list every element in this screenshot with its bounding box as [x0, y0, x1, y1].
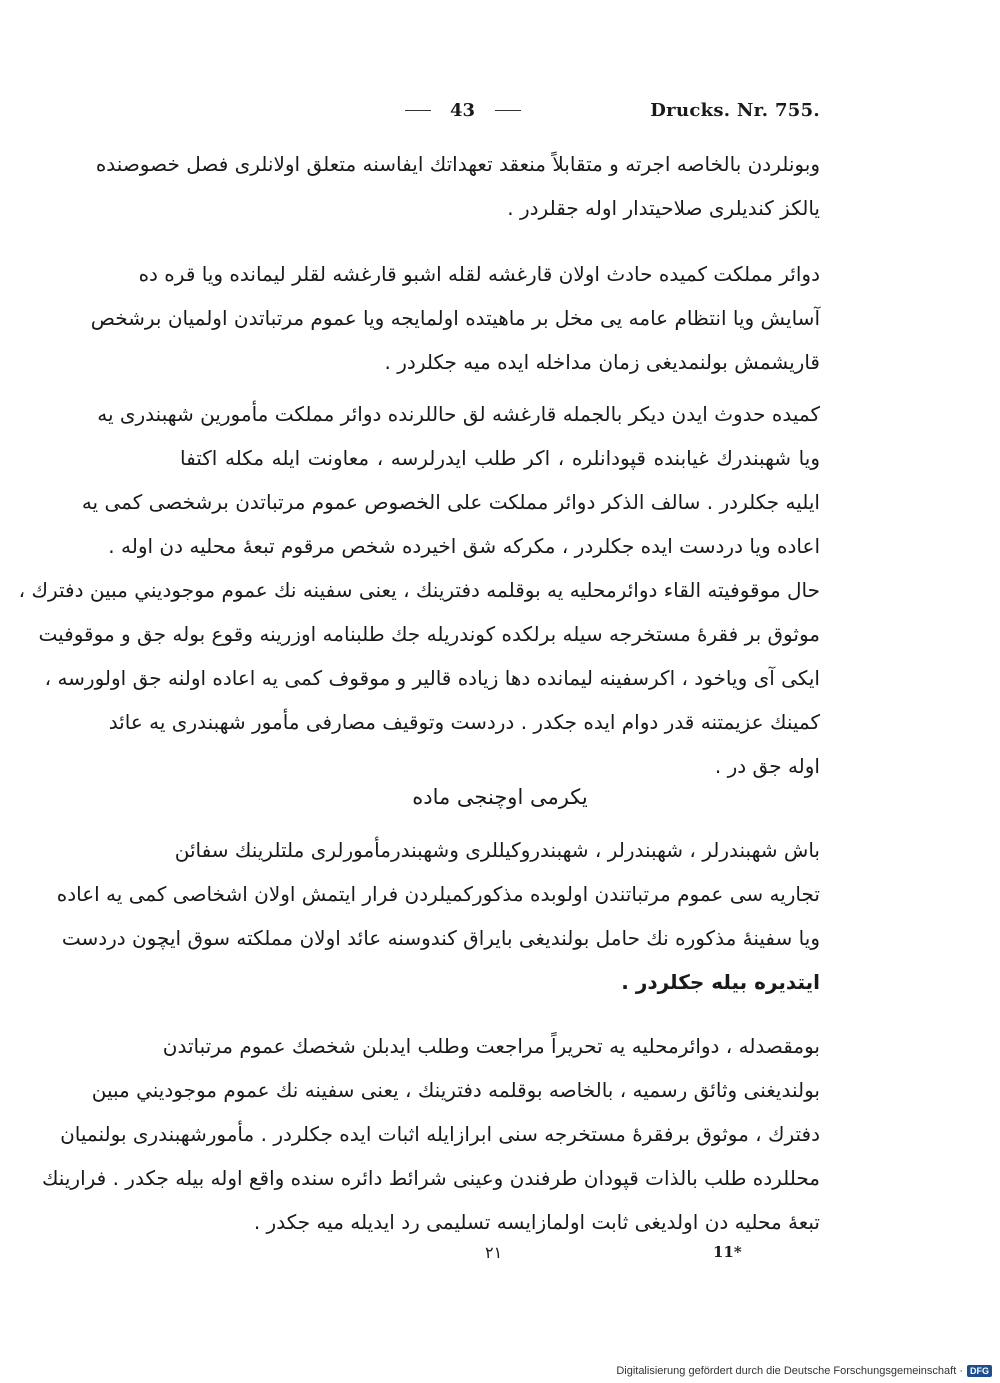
text-line: ايليه جكلردر . سالف الذكر دوائر مملكت على الخصوص عموم مرتباتدن برشخصى كمى يه: [81, 490, 820, 514]
text-line: كميده حدوث ايدن ديكر بالجمله قارغشه لق حاللرنده دوائر مملكت مأمورين شهبندرى يه: [97, 402, 820, 426]
text-line: باش شهبندرلر ، شهبندرلر ، شهبندروكيللرى وشهبندرمأمورلرى ملتلرينك سفائن: [174, 838, 820, 862]
text-line: موثوق بر فقرهٔ مستخرجه سيله برلكده كوندريله جك طلبنامه اوزرينه وقوع بوله جق و موقوفيت: [38, 622, 820, 646]
text-line: دفترك ، موثوق برفقرهٔ مستخرجه سنى ابرازايله اثبات ايده جكلردر . مأمورشهبندرى بولنميان: [60, 1122, 820, 1146]
text-line: دوائر مملكت كميده حادث اولان قارغشه لقله اشبو قارغشه لقلر ليمانده ويا قره ده: [138, 262, 820, 286]
dash-left: [405, 110, 431, 111]
paragraph-1: [95, 142, 820, 230]
text-line: حال موقوفيته القاء دوائرمحليه يه بوقلمه دفترينك ، يعنى سفينه نك عموم موجوديني مبين دفترك ،: [18, 578, 820, 602]
text-line: محللرده طلب بالذات قپودان طرفندن وعينى شرائط دائره سنده واقع اوله بيله جكدر . فرارينك: [41, 1166, 820, 1190]
text-line: وبونلردن بالخاصه اجرته و متقابلاً منعقد تعهداتك ايفاسنه متعلق اولانلرى فصل خصوصنده: [95, 152, 820, 176]
paragraph-4: [56, 828, 820, 1004]
text-line: اوله جق در .: [714, 754, 820, 778]
credit-text: Digitalisierung gefördert durch die Deutsche Forschungsgemeinschaft ·: [616, 1365, 963, 1377]
text-line: ويا سفينهٔ مذكوره نك حامل بولنديغى بايراق كندوسنه عائد اولان مملكته سوق ايچون دردست: [61, 926, 820, 950]
section-heading: يكرمى اوچنجى ماده: [412, 785, 588, 809]
text-line: كمينك عزيمتنه قدر دوام ايده جكدر . دردست وتوقيف مصارفى مأمور شهبندرى يه عائد: [108, 710, 820, 734]
sheet-mark: 11*: [713, 1243, 742, 1261]
text-line: تبعهٔ محليه دن اولديغى ثابت اولمازايسه تسليمى رد ايديله ميه جكدر .: [253, 1210, 820, 1234]
page-number: 43: [450, 100, 476, 121]
dash-right: [495, 110, 521, 111]
text-line: يالكز كنديلرى صلاحيتدار اوله جقلردر .: [507, 196, 820, 220]
text-line: بولنديغنى وثائق رسميه ، بالخاصه بوقلمه دفترينك ، يعنى سفينه نك عموم موجوديني مبين: [91, 1078, 820, 1102]
body-block-2: [41, 828, 820, 1244]
text-line: ايكى آى وياخود ، اكرسفينه ليمانده دها زياده قالير و موقوف كمى يه اعاده اولنه جق اولورسه ،: [44, 666, 820, 690]
text-line: اعاده ويا دردست ايده جكلردر ، مكركه شق اخيرده شخص مرقوم تبعهٔ محليه دن اوله .: [108, 534, 820, 558]
text-line: بومقصدله ، دوائرمحليه يه تحريراً مراجعت وطلب ايدبلن شخصك عموم مرتباتدن: [162, 1034, 820, 1058]
text-line: ايتديره بيله جكلردر .: [621, 970, 820, 994]
signature-number: ٢١: [485, 1243, 503, 1262]
body-block-1: [18, 142, 820, 788]
document-reference: Drucks. Nr. 755.: [650, 100, 820, 121]
text-line: ويا شهبندرك غيابنده قپودانلره ، اكر طلب ايدرلرسه ، معاونت ايله مكله اكتفا: [180, 446, 820, 470]
text-line: تجاريه سى عموم مرتباتندن اولوبده مذكوركميلردن فرار ايتمش اولان اشخاصى كمى يه اعاده: [56, 882, 820, 906]
page-header: [180, 100, 820, 130]
dfg-logo-icon: DFG: [967, 1365, 992, 1377]
digitization-credit: [616, 1365, 992, 1377]
paragraph-5: [41, 1024, 820, 1244]
paragraph-3: [18, 392, 820, 788]
text-line: آسايش ويا انتظام عامه يى مخل بر ماهيتده اولمايجه ويا عموم مرتباتدن اولميان برشخص: [90, 306, 820, 330]
text-line: قاريشمش بولنمديغى زمان مداخله ايده ميه جكلردر .: [384, 350, 820, 374]
paragraph-2: [90, 252, 820, 384]
